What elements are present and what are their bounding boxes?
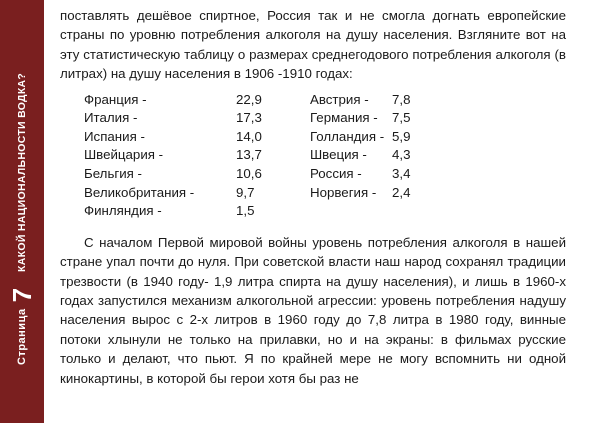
country-name: Швейцария -: [84, 147, 164, 163]
consumption-value: 10,6: [236, 166, 262, 181]
consumption-value: 2,4: [392, 184, 411, 200]
country-name: Италия -: [84, 110, 138, 126]
country-name: Голландия -: [310, 128, 385, 144]
country-name: Норвегия -: [310, 184, 377, 200]
page-number: 7: [7, 287, 37, 303]
table-row: [310, 146, 442, 165]
table-row: [310, 128, 442, 147]
country-name: Франция -: [84, 91, 147, 107]
consumption-value: 14,0: [236, 128, 262, 144]
country-name: Россия -: [310, 166, 362, 181]
table-row: [84, 202, 310, 221]
country-name: Испания -: [84, 128, 145, 144]
page-word-label: Страница: [16, 308, 28, 365]
side-band: [0, 0, 44, 423]
table-row: [310, 184, 442, 203]
consumption-value: 17,3: [236, 110, 262, 126]
country-name: Австрия -: [310, 91, 369, 107]
country-name: Финляндия -: [84, 203, 162, 219]
consumption-value: 5,9: [392, 128, 411, 144]
table-row: [310, 165, 442, 184]
table-column-right: [310, 91, 442, 221]
running-title: КАКОЙ НАЦИОНАЛЬНОСТИ ВОДКА?: [16, 72, 28, 272]
consumption-value: 9,7: [236, 184, 255, 200]
consumption-value: 1,5: [236, 203, 255, 219]
consumption-table: [60, 91, 566, 221]
table-row: [84, 91, 310, 110]
country-name: Швеция -: [310, 147, 367, 163]
consumption-value: 7,5: [392, 110, 411, 126]
country-name: Германия -: [310, 110, 378, 126]
table-row: [84, 184, 310, 203]
consumption-value: 7,8: [392, 91, 411, 107]
table-row: [84, 128, 310, 147]
text-block: [60, 6, 566, 388]
second-paragraph: С началом Первой мировой войны уровень потребления алкоголя в нашей стране упал почти до нуля. При советской власти наш народ сохранял традиции трезвости (в 1940 году- 1,9 литра спирта на душу населения), и лишь в 1960-х годах запустился механизм алкогольной агрессии: уровень потребления надушу населения вырос с 2-х литров в 1960 году до 7,8 литра в 1980 году, винные потоки хлынули не только на прилавки, но и на экраны: в фильмах русские только и делают, что пьют. Я по крайней мере не могу вспомнить ни одной кинокартины, в которой бы герои хотя бы раз не: [60, 234, 566, 386]
country-name: Великобритания -: [84, 184, 195, 200]
table-row: [310, 109, 442, 128]
table-row: [84, 165, 310, 184]
consumption-value: 22,9: [236, 91, 262, 107]
side-rotated-label: [0, 0, 44, 423]
consumption-value: 3,4: [392, 166, 411, 181]
intro-paragraph: поставлять дешёвое спиртное, Россия так и не смогла догнать европейские страны по уровню потребления алкоголя на душу населения. Взгляните вот на эту статистическую таблицу о размерах среднегодового потребления алкоголя (в литрах) на душу населения в 1906 -1910 годах:: [60, 8, 566, 82]
consumption-value: 4,3: [392, 147, 411, 163]
country-name: Бельгия -: [84, 166, 142, 181]
table-row: [84, 109, 310, 128]
table-row: [84, 146, 310, 165]
consumption-value: 13,7: [236, 147, 262, 163]
table-row: [310, 91, 442, 110]
table-column-left: [84, 91, 310, 221]
